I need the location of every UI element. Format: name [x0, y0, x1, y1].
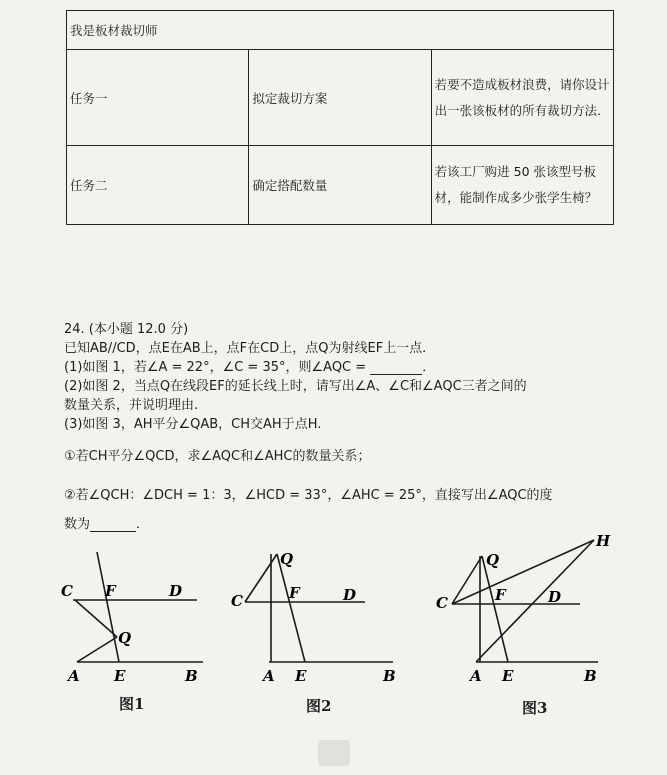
label-A: A [263, 667, 275, 685]
table-row [67, 50, 614, 146]
task-description: 若要不造成板材浪费，请你设计出一张该板材的所有裁切方法. [431, 50, 613, 146]
figure-3-diagram [430, 528, 620, 693]
label-Q: Q [118, 629, 132, 647]
label-F: F [105, 582, 116, 600]
label-C: C [436, 594, 448, 612]
figure-2-caption: 图2 [306, 697, 332, 715]
figure-3-caption: 图3 [522, 699, 548, 717]
problem-number: 24. (本小题 12.0 分) [64, 322, 189, 337]
task-name: 拟定裁切方案 [249, 50, 431, 146]
task-label: 任务二 [67, 146, 249, 225]
sub-2-end-punct: ． [136, 517, 150, 532]
answer-blank [90, 531, 136, 532]
part-2-line-2: 数量关系，并说明理由. [64, 398, 199, 413]
sub-question-1: ①若CH平分∠QCD，求∠AQC和∠AHC的数量关系； [64, 449, 371, 464]
problem-given: 已知AB//CD，点E在AB上，点F在CD上，点Q为射线EF上一点. [64, 341, 427, 356]
label-E: E [295, 667, 307, 685]
label-E: E [114, 667, 126, 685]
figure-1-diagram [55, 540, 215, 690]
task-label: 任务一 [67, 50, 249, 146]
label-A: A [470, 667, 482, 685]
part-1 [64, 356, 435, 375]
label-D: D [169, 582, 183, 600]
label-D: D [343, 586, 357, 604]
label-H: H [596, 532, 611, 550]
label-F: F [289, 584, 300, 602]
label-B: B [383, 667, 396, 685]
sub-question-2: ②若∠QCH：∠DCH = 1：3，∠HCD = 33°，∠AHC = 25°，直接写出∠AQC的度 [64, 488, 553, 503]
label-C: C [231, 592, 243, 610]
sub-question-2-end [64, 513, 149, 532]
part-1-text: (1)如图 1，若∠A = 22°，∠C = 35°，则∠AQC = [64, 360, 371, 375]
sub-2-end-text: 数为 [64, 517, 91, 532]
label-B: B [185, 667, 198, 685]
label-C: C [61, 582, 73, 600]
task-name: 确定搭配数量 [249, 146, 431, 225]
label-Q: Q [280, 550, 294, 568]
task-description: 若该工厂购进 50 张该型号板材，能制作成多少张学生椅？ [431, 146, 613, 225]
label-Q: Q [486, 551, 500, 569]
part-3: (3)如图 3，AH平分∠QAB，CH交AH于点H. [64, 417, 322, 432]
table-header-row [67, 11, 614, 50]
figure-1-caption: 图1 [119, 695, 145, 713]
label-A: A [68, 667, 80, 685]
label-E: E [502, 667, 514, 685]
task-table [66, 10, 614, 225]
table-header: 我是板材裁切师 [67, 11, 614, 50]
figure-2-diagram [225, 540, 400, 690]
table-row [67, 146, 614, 225]
label-F: F [495, 586, 506, 604]
part-1-end: ． [422, 360, 436, 375]
label-B: B [584, 667, 597, 685]
part-2-line-1: (2)如图 2，当点Q在线段EF的延长线上时，请写出∠A、∠C和∠AQC三者之间的 [64, 379, 527, 394]
scan-smudge [318, 740, 350, 766]
label-D: D [548, 588, 562, 606]
